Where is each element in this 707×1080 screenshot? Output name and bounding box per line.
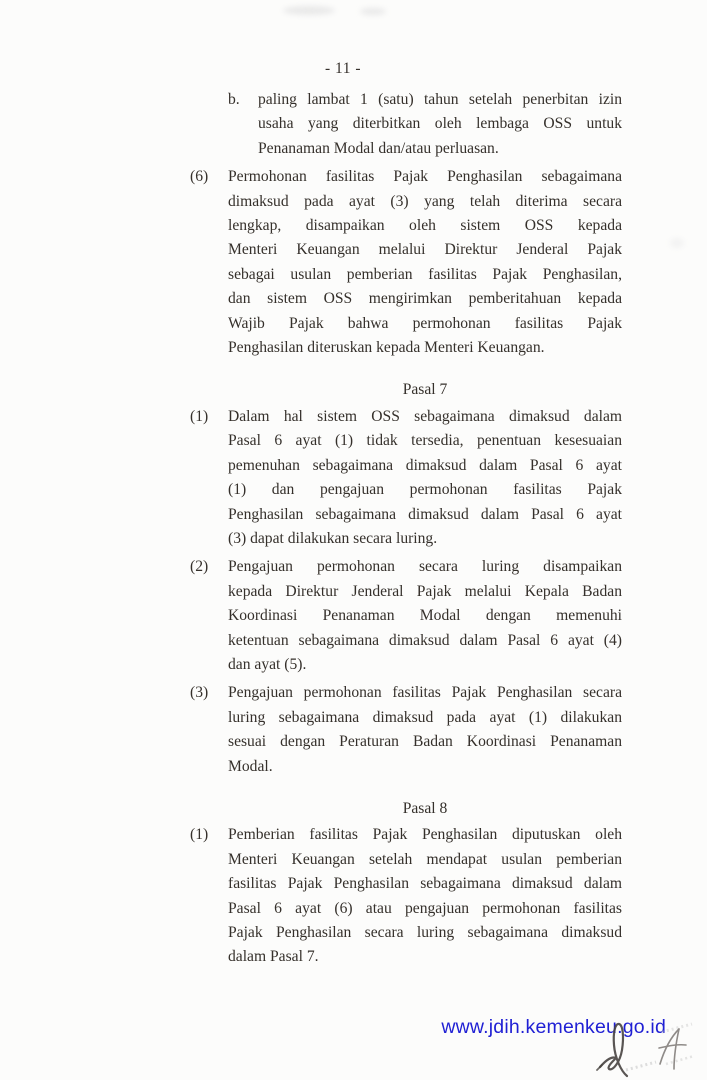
handwritten-initials	[596, 1020, 707, 1080]
list-item-text: Dalam hal sistem OSS sebagaimana dimaksud dalam Pasal 6 ayat (1) tidak tersedia, penentuan kesesuaian pemenuhan sebagaimana dimaksud dalam Pasal 6 ayat (1) dan pengajuan permohonan fasilitas Pajak Penghasilan sebagaimana dimaksud dalam Pasal 6 ayat (3) dapat dilakukan secara luring.	[228, 407, 622, 547]
list-item	[190, 165, 622, 360]
list-item-marker: (1)	[190, 826, 209, 844]
list-item-text: Pengajuan permohonan fasilitas Pajak Penghasilan secara luring sebagaimana dimaksud pada ayat (1) dilakukan sesuai dengan Peraturan Badan Koordinasi Penanaman Modal.	[228, 684, 622, 775]
list-item-marker: (2)	[190, 558, 209, 576]
page-number: - 11 -	[325, 60, 361, 77]
document-body	[190, 88, 622, 974]
list-item	[190, 555, 622, 677]
list-item-marker: (3)	[190, 684, 209, 702]
list-item	[190, 823, 622, 969]
section-heading: Pasal 8	[402, 799, 448, 817]
list-item	[190, 681, 622, 779]
list-item-text: Pengajuan permohonan secara luring disampaikan kepada Direktur Jenderal Pajak melalui Kepala Badan Koordinasi Penanaman Modal dengan memenuhi ketentuan sebagaimana dimaksud dalam Pasal 6 ayat (4) dan ayat (5).	[228, 558, 622, 673]
list-item-text: Permohonan fasilitas Pajak Penghasilan sebagaimana dimaksud pada ayat (3) yang telah diterima secara lengkap, disampaikan oleh sistem OSS kepada Menteri Keuangan melalui Direktur Jenderal Pajak sebagai usulan pemberian fasilitas Pajak Penghasilan, dan sistem OSS mengirimkan pemberitahuan kepada Wajib Pajak bahwa permohonan fasilitas Pajak Penghasilan diteruskan kepada Menteri Keuangan.	[228, 168, 622, 357]
footer-url-link[interactable]: www.jdih.kemenkeu.go.id	[441, 1016, 666, 1038]
list-item-marker: (6)	[190, 168, 209, 186]
list-item	[190, 88, 622, 161]
scan-smudge	[283, 6, 335, 15]
list-item-text: Pemberian fasilitas Pajak Penghasilan diputuskan oleh Menteri Keuangan setelah mendapat usulan pemberian fasilitas Pajak Penghasilan sebagaimana dimaksud dalam Pasal 6 ayat (6) atau pengajuan permohonan fasilitas Pajak Penghasilan secara luring sebagaimana dimaksud dalam Pasal 7.	[228, 826, 622, 966]
list-item	[190, 405, 622, 551]
list-item-marker: (1)	[190, 407, 209, 425]
scan-smudge	[360, 8, 386, 15]
list-item-marker: b.	[228, 91, 240, 108]
section-heading: Pasal 7	[402, 381, 448, 399]
list-item-text: paling lambat 1 (satu) tahun setelah penerbitan izin usaha yang diterbitkan oleh lembaga OSS untuk Penanaman Modal dan/atau perluasan.	[258, 91, 622, 157]
scan-smudge	[670, 238, 684, 248]
